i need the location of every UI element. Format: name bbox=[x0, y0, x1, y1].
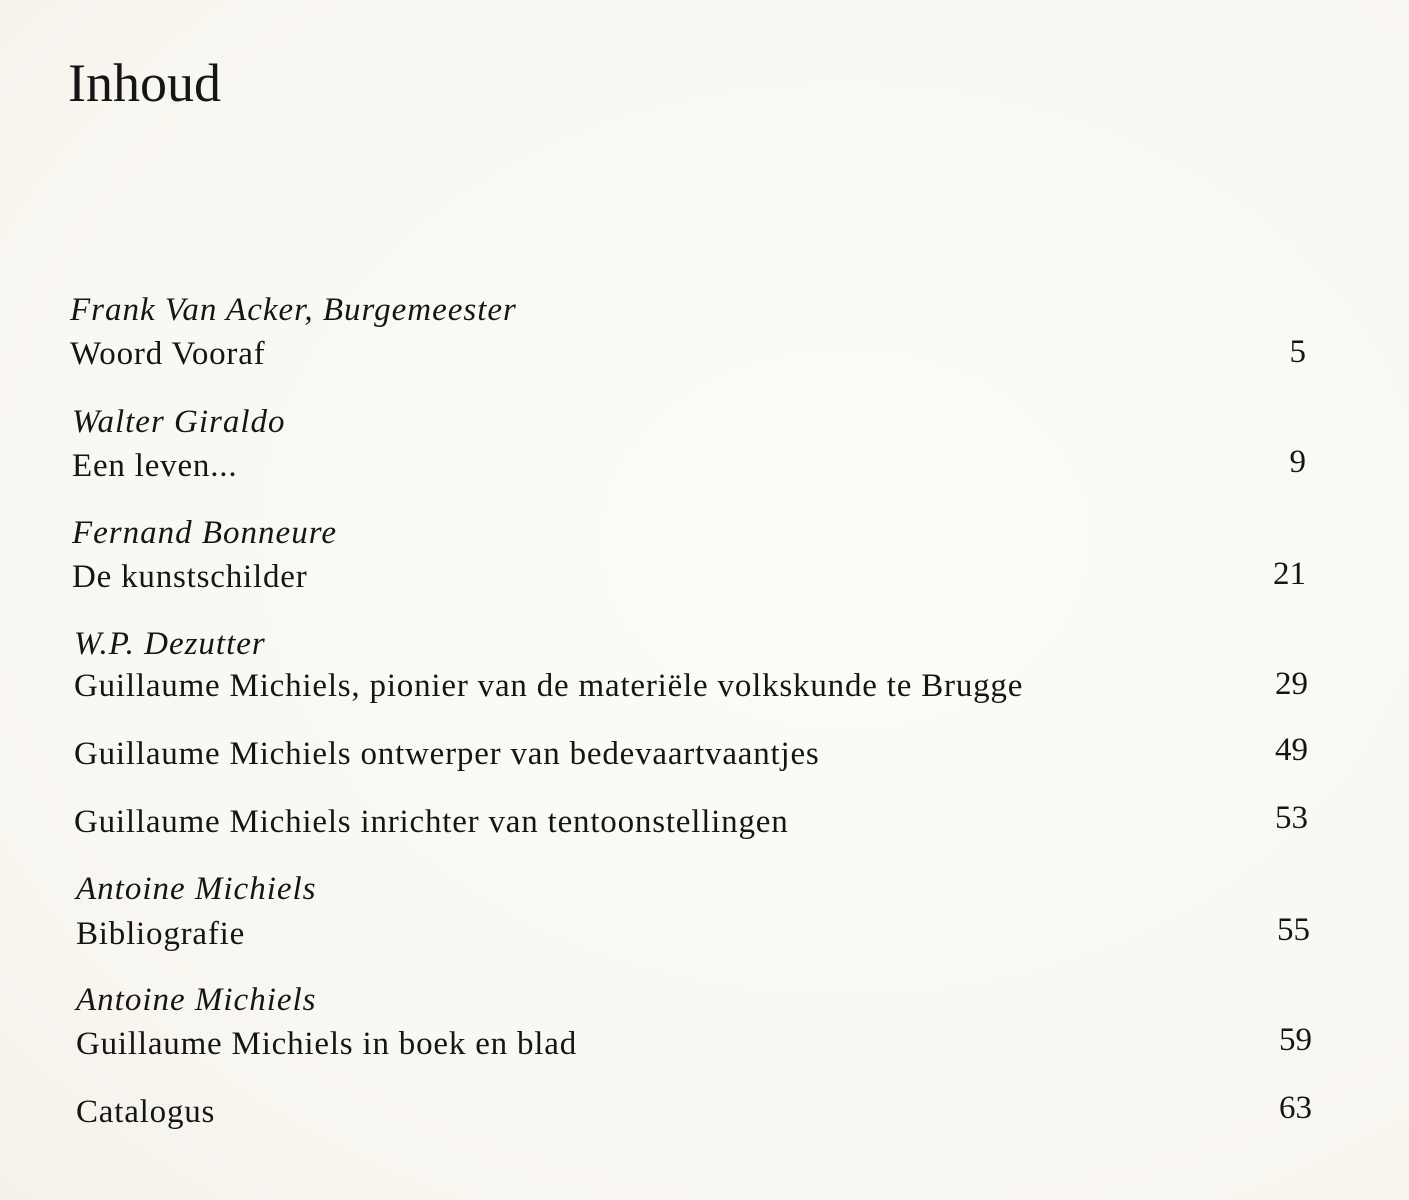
entry-author: Fernand Bonneure bbox=[72, 515, 337, 551]
entry-title: Bibliografie bbox=[76, 916, 246, 952]
entry-title: Guillaume Michiels in boek en blad bbox=[76, 1026, 578, 1062]
entry-page-number: 9 bbox=[1289, 444, 1306, 480]
entry-page-number: 53 bbox=[1275, 800, 1308, 836]
entry-title: Guillaume Michiels, pionier van de materiële volkskunde te Brugge bbox=[74, 668, 1024, 704]
entry-page-number: 59 bbox=[1279, 1022, 1312, 1058]
entry-author: Antoine Michiels bbox=[76, 871, 317, 907]
entry-title: Een leven... bbox=[72, 448, 238, 484]
entry-title: Catalogus bbox=[76, 1094, 216, 1130]
entry-title: De kunstschilder bbox=[72, 559, 308, 595]
entry-page-number: 55 bbox=[1277, 912, 1310, 948]
page-title: Inhoud bbox=[68, 53, 221, 113]
entry-author: Antoine Michiels bbox=[76, 982, 317, 1018]
entry-author: Frank Van Acker, Burgemeester bbox=[70, 292, 517, 328]
entry-page-number: 29 bbox=[1275, 666, 1308, 702]
entry-page-number: 63 bbox=[1279, 1090, 1312, 1126]
entry-title: Woord Vooraf bbox=[70, 336, 266, 372]
entry-title: Guillaume Michiels inrichter van tentoonstellingen bbox=[74, 804, 789, 840]
entry-author: Walter Giraldo bbox=[72, 404, 286, 440]
entry-author: W.P. Dezutter bbox=[74, 626, 266, 662]
entry-title: Guillaume Michiels ontwerper van bedevaartvaantjes bbox=[74, 736, 820, 772]
entry-page-number: 49 bbox=[1275, 732, 1308, 768]
entry-page-number: 21 bbox=[1273, 556, 1306, 592]
entry-page-number: 5 bbox=[1289, 334, 1306, 370]
